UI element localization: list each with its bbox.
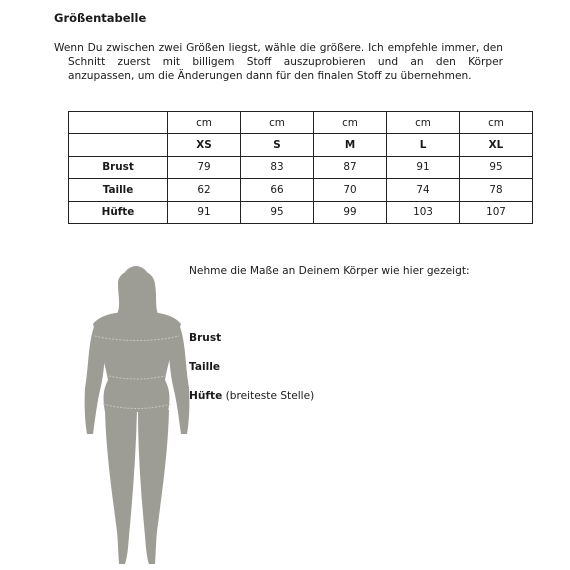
silhouette-shape xyxy=(85,266,190,564)
row-label: Brust xyxy=(69,156,168,178)
label-taille-text: Taille xyxy=(189,361,221,373)
unit-cell: cm xyxy=(387,112,460,134)
table-cell: 74 xyxy=(387,179,460,201)
intro-line-2: Schnitt zuerst mit billigem Stoff auszuprobieren und an den Körper xyxy=(68,56,503,68)
size-header-cell: S xyxy=(241,134,314,156)
page-title: Größentabelle xyxy=(54,11,147,25)
table-row-taille xyxy=(69,179,533,201)
size-header-cell: L xyxy=(387,134,460,156)
label-brust-text: Brust xyxy=(189,332,222,344)
intro-text xyxy=(54,41,503,83)
table-cell: 95 xyxy=(241,201,314,223)
table-cell: 95 xyxy=(460,156,533,178)
label-brust xyxy=(189,332,221,344)
table-cell: 91 xyxy=(387,156,460,178)
table-cell: 70 xyxy=(314,179,387,201)
table-row-huefte xyxy=(69,201,533,223)
table-cell: 66 xyxy=(241,179,314,201)
unit-cell: cm xyxy=(460,112,533,134)
row-label: Hüfte xyxy=(69,201,168,223)
unit-cell: cm xyxy=(168,112,241,134)
table-cell: 83 xyxy=(241,156,314,178)
size-table xyxy=(68,111,533,224)
table-cell: 78 xyxy=(460,179,533,201)
intro-line-1: Wenn Du zwischen zwei Größen liegst, wähle die größere. Ich empfehle immer, den xyxy=(54,42,503,54)
label-taille xyxy=(189,361,220,373)
label-huefte xyxy=(189,390,314,402)
table-cell: 91 xyxy=(168,201,241,223)
table-cell: 99 xyxy=(314,201,387,223)
label-huefte-text: Hüfte xyxy=(189,390,223,402)
table-cell: 79 xyxy=(168,156,241,178)
table-cell: 62 xyxy=(168,179,241,201)
table-cell: 103 xyxy=(387,201,460,223)
unit-cell: cm xyxy=(314,112,387,134)
table-cell: 87 xyxy=(314,156,387,178)
corner-cell xyxy=(69,112,168,134)
size-header-cell: XL xyxy=(460,134,533,156)
label-huefte-note: (breiteste Stelle) xyxy=(225,390,315,402)
row-label: Taille xyxy=(69,179,168,201)
size-header-cell: M xyxy=(314,134,387,156)
table-cell: 107 xyxy=(460,201,533,223)
size-header-cell: XS xyxy=(168,134,241,156)
body-silhouette-illustration xyxy=(83,262,193,568)
unit-cell: cm xyxy=(241,112,314,134)
table-row-brust xyxy=(69,156,533,178)
corner-cell xyxy=(69,134,168,156)
intro-line-3: anzupassen, um die Änderungen dann für den finalen Stoff zu übernehmen. xyxy=(68,70,472,82)
measure-instruction: Nehme die Maße an Deinem Körper wie hier gezeigt: xyxy=(189,265,470,277)
unit-row xyxy=(69,112,533,134)
size-header-row xyxy=(69,134,533,156)
